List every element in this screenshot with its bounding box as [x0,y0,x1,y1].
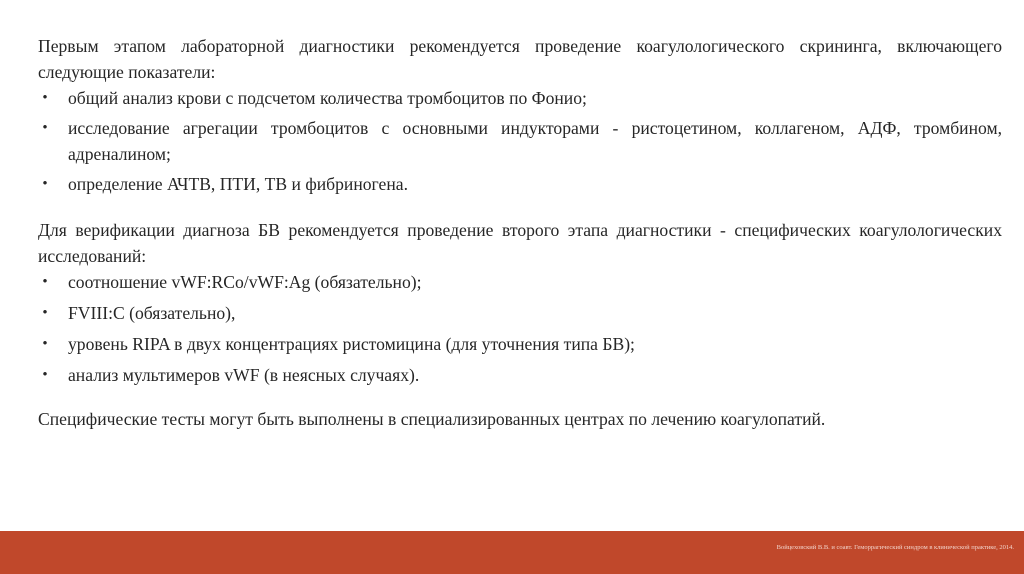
footer-bar [0,531,1024,574]
list-item-text: общий анализ крови с подсчетом количества тромбоцитов по Фонио; [68,88,587,108]
list-item [38,362,1002,388]
list-item [38,300,1002,326]
list-item-text: уровень RIPA в двух концентрациях ристомицина (для уточнения типа БВ); [68,334,635,354]
footer-citation: Войцеховский В.В. и соавт. Геморрагический синдром в клинической практике, 2014. [776,544,1014,551]
bullet-icon: • [42,367,48,383]
list-item [38,331,1002,357]
slide-content [38,33,1002,432]
bullet-icon: • [42,90,48,106]
list-item [38,171,1002,197]
list-item [38,269,1002,295]
bullet-icon: • [42,336,48,352]
bullet-icon: • [42,176,48,192]
bullet-icon: • [42,305,48,321]
list-item-text: FVIII:C (обязательно), [68,303,236,323]
list-item-text: определение АЧТВ, ПТИ, ТВ и фибриногена. [68,174,408,194]
conclusion-paragraph: Специфические тесты могут быть выполнены в специализированных центрах по лечению коагулопатий. [38,409,826,429]
list-item-text: соотношение vWF:RCo/vWF:Ag (обязательно); [68,272,422,292]
list-item-text: исследование агрегации тромбоцитов с основными индукторами - ристоцетином, коллагеном, АДФ, тромбином, адреналином; [68,118,1002,164]
list-item [38,115,1002,167]
intro-paragraph: Первым этапом лабораторной диагностики рекомендуется проведение коагулологического скрининга, включающего следующие показатели: [38,36,1002,82]
bullet-icon: • [42,120,48,136]
list-item-text: анализ мультимеров vWF (в неясных случаях). [68,365,420,385]
second-stage-list [38,269,1002,388]
second-stage-paragraph: Для верификации диагноза БВ рекомендуется проведение второго этапа диагностики - специфических коагулологических исследований: [38,220,1002,266]
first-stage-list [38,85,1002,197]
list-item [38,85,1002,111]
bullet-icon: • [42,274,48,290]
